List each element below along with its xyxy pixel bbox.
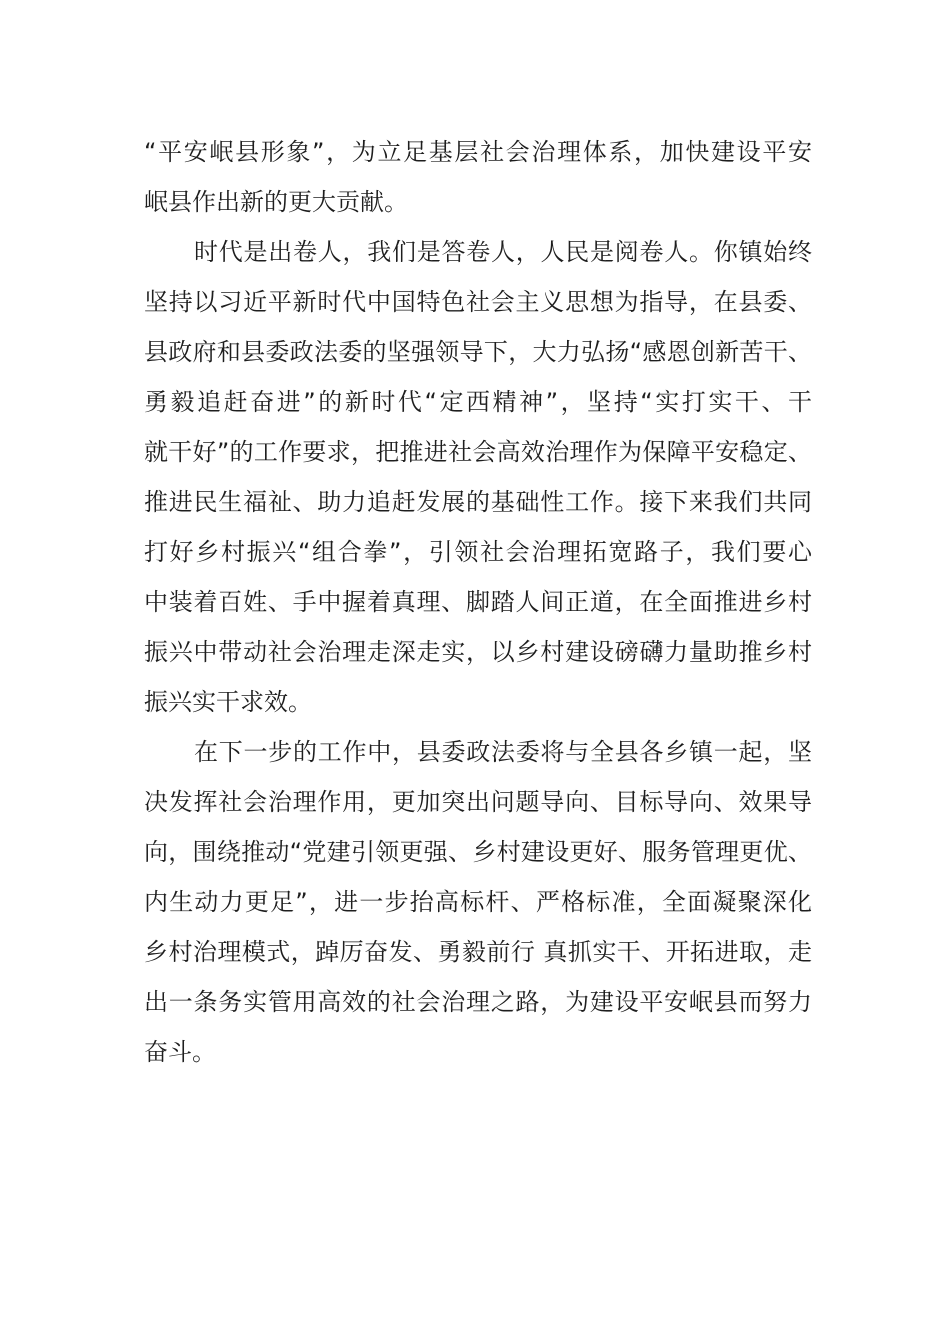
paragraph-line: 岷县作出新的更大贡献。 xyxy=(144,188,408,216)
paragraph-line: 坚持以习近平新时代中国特色社会主义思想为指导，在县委、 xyxy=(144,288,812,316)
paragraph-line: 勇毅追赶奋进”的新时代“定西精神”，坚持“实打实干、干 xyxy=(144,388,812,416)
paragraph-line: 乡村治理模式，踔厉奋发、勇毅前行 真抓实干、开拓进取，走 xyxy=(144,938,812,966)
paragraph-line: “平安岷县形象”，为立足基层社会治理体系，加快建设平安 xyxy=(144,138,812,166)
paragraph-line: 县政府和县委政法委的坚强领导下，大力弘扬“感恩创新苦干、 xyxy=(144,338,812,366)
paragraph-line: 推进民生福祉、助力追赶发展的基础性工作。接下来我们共同 xyxy=(144,488,812,516)
paragraph-line: 振兴实干求效。 xyxy=(144,688,312,716)
paragraph-3 xyxy=(144,727,812,1077)
paragraph-line: 就干好”的工作要求，把推进社会高效治理作为保障平安稳定、 xyxy=(144,438,812,466)
paragraph-line: 向，围绕推动“党建引领更强、乡村建设更好、服务管理更优、 xyxy=(144,838,812,866)
paragraph-1 xyxy=(144,127,812,227)
paragraph-line: 时代是出卷人，我们是答卷人，人民是阅卷人。你镇始终 xyxy=(194,238,812,266)
paragraph-line: 出一条务实管用高效的社会治理之路，为建设平安岷县而努力 xyxy=(144,988,812,1016)
paragraph-2 xyxy=(144,227,812,727)
paragraph-line: 内生动力更足”，进一步抬高标杆、严格标准，全面凝聚深化 xyxy=(144,888,812,916)
document-body xyxy=(144,127,812,1077)
paragraph-line: 决发挥社会治理作用，更加突出问题导向、目标导向、效果导 xyxy=(144,788,812,816)
paragraph-line: 奋斗。 xyxy=(144,1038,216,1066)
paragraph-line: 在下一步的工作中，县委政法委将与全县各乡镇一起，坚 xyxy=(194,738,812,766)
paragraph-line: 中装着百姓、手中握着真理、脚踏人间正道，在全面推进乡村 xyxy=(144,588,812,616)
paragraph-line: 打好乡村振兴“组合拳”，引领社会治理拓宽路子，我们要心 xyxy=(144,538,812,566)
paragraph-line: 振兴中带动社会治理走深走实，以乡村建设磅礴力量助推乡村 xyxy=(144,638,812,666)
